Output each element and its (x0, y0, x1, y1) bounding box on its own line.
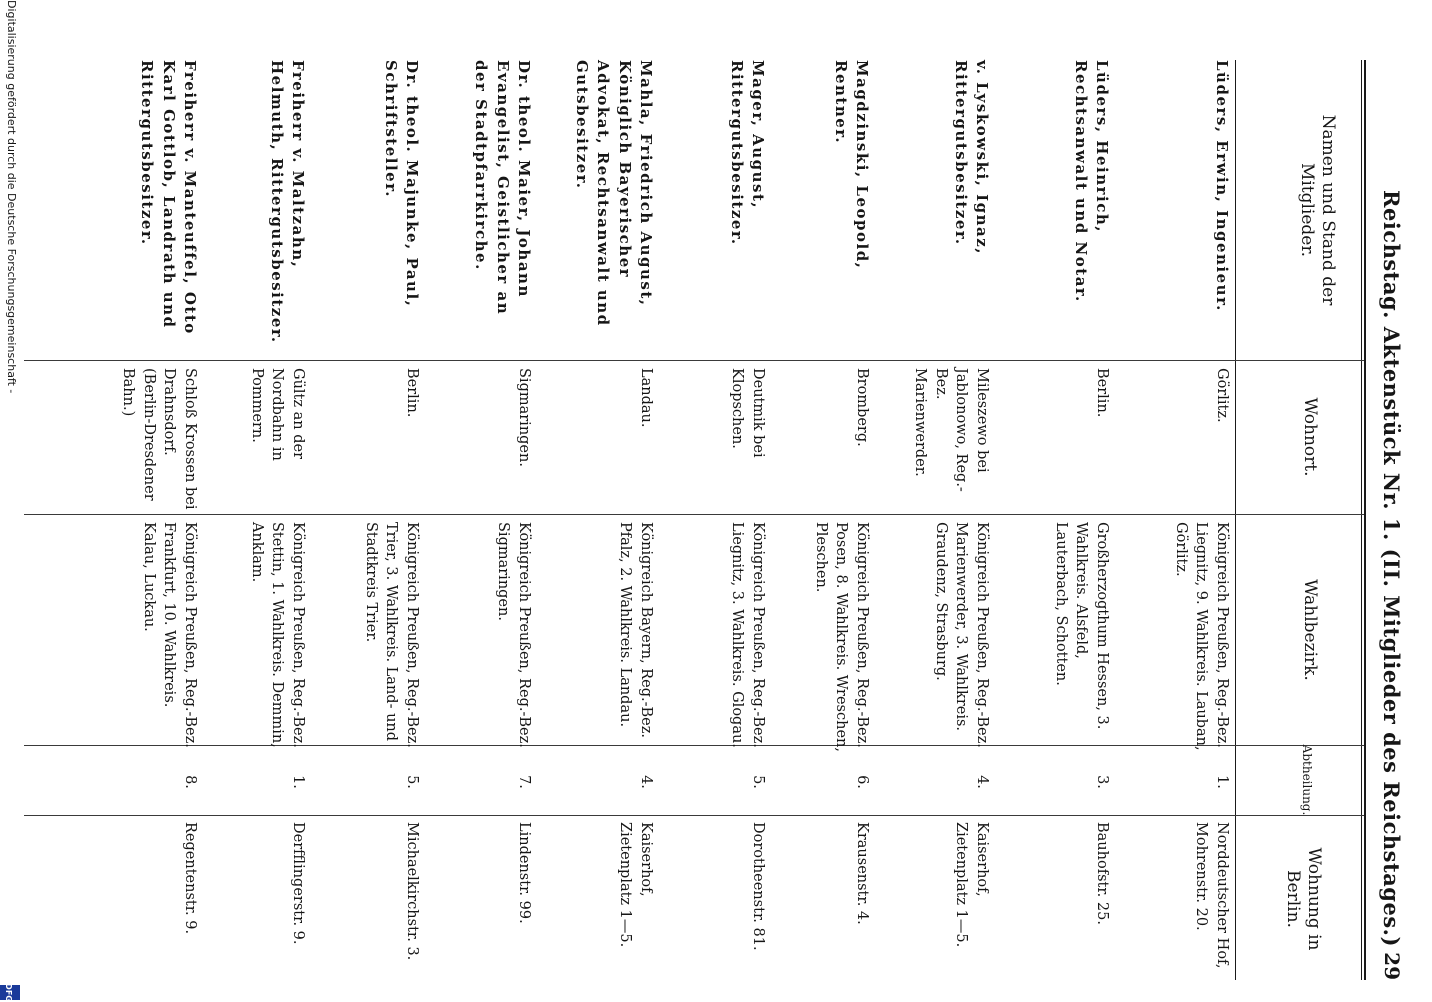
member-district: Königreich Preußen, Reg.-Bez. Posen, 8. Wahlkreis. Wreschen, Pleschen. (812, 522, 870, 752)
member-name: Freiherr v. Maltzahn, Helmuth, Rittergutsbesitzer. (267, 60, 307, 344)
member-residence: Schloß Krossen bei Drahnsdorf. (Berlin-Dresdener Bahn.) (120, 368, 198, 510)
member-name: Lüders, Erwin, Ingenieur. (1213, 60, 1231, 312)
column-separator (24, 360, 1364, 361)
member-residence: Bromberg. (854, 368, 870, 447)
member-name: v. Lyskowski, Ignaz, Rittergutsbesitzer. (951, 60, 991, 255)
member-residence: Görlitz. (1214, 368, 1230, 423)
member-residence: Mileszewo bei Jablonowo, Reg.-Bez. Marienwerder. (912, 368, 990, 492)
credit-text: Digitalisierung gefördert durch die Deutsche Forschungsgemeinschaft - (5, 0, 18, 394)
member-address: Lindenstr. 99. (516, 822, 532, 924)
member-division: 4. (638, 775, 654, 789)
member-residence: Gültz an der Nordbahn in Pommern. (248, 368, 306, 461)
column-head-division: Abtheilung. (1300, 744, 1314, 816)
member-division: 8. (182, 775, 198, 789)
member-division: 1. (290, 775, 306, 789)
member-name: Mager, August, Rittergutsbesitzer. (727, 60, 767, 246)
member-residence: Berlin. (404, 368, 420, 418)
page-number: 29 (1380, 952, 1404, 980)
member-division: 3. (1094, 775, 1110, 789)
member-name: Dr. theol. Maier, Johann Evangelist, Geistlicher an der Stadtpfarrkirche. (472, 60, 533, 316)
member-district: Königreich Preußen, Reg.-Bez. Liegnitz, 9. Wahlkreis. Lauban, Görlitz. (1172, 522, 1230, 751)
member-division: 5. (404, 775, 420, 789)
member-division: 1. (1214, 775, 1230, 789)
running-title: Reichstag. Aktenstück Nr. 1. (II. Mitglieder des Reichstages.) (1379, 190, 1404, 947)
member-name: Freiherr v. Manteuffel, Otto Karl Gottlob, Landrath und Rittergutsbesitzer. (138, 60, 199, 335)
member-name: Mahla, Friedrich August, Königlich Bayerischer Advokat, Rechtsanwalt und Gutsbesitzer. (573, 60, 655, 327)
member-district: Königreich Preußen, Reg.-Bez. Trier, 3. Wahlkreis. Land- und Stadtkreis Trier. (362, 522, 420, 748)
header-rule-thin (1361, 60, 1362, 980)
member-address: Norddeutscher Hof, Mohrenstr. 20. (1193, 822, 1230, 969)
member-district: Großherzogthum Hessen, 3. Wahlkreis. Alsfeld, Lauterbach, Schotten. (1052, 522, 1110, 730)
column-head-rule (1235, 60, 1236, 980)
member-address: Derfflingerstr. 9. (290, 822, 306, 945)
member-name: Dr. theol. Majunke, Paul, Schriftsteller. (381, 60, 421, 308)
page-header (1368, 40, 1408, 980)
member-address: Krausenstr. 4. (854, 822, 870, 925)
member-name: Lüders, Heinrich, Rechtsanwalt und Notar. (1071, 60, 1111, 303)
column-separator (24, 514, 1364, 515)
member-residence: Berlin. (1094, 368, 1110, 418)
member-district: Königreich Preußen, Reg.-Bez. Liegnitz, 3. Wahlkreis. Glogau. (729, 522, 766, 748)
member-address: Dorotheenstr. 81. (750, 822, 766, 951)
column-head-name: Namen und Stand der Mitglieder. (1296, 114, 1338, 306)
column-separator (24, 745, 1364, 746)
member-division: 6. (854, 775, 870, 789)
member-name: Magdzinski, Leopold, Rentner. (831, 60, 871, 270)
header-rule (1364, 60, 1366, 980)
member-division: 4. (974, 775, 990, 789)
column-head-residence: Wohnort. (1300, 397, 1320, 477)
member-address: Michaelkirchstr. 3. (404, 822, 420, 961)
column-head-district: Wahlbezirk. (1300, 579, 1320, 681)
member-division: 7. (516, 775, 532, 789)
member-address: Bauhofstr. 25. (1094, 822, 1110, 925)
member-district: Königreich Preußen, Reg.-Bez. Sigmaringen. (495, 522, 532, 748)
member-address: Kaiserhof, Zietenplatz 1—5. (617, 822, 654, 948)
column-head-address: Wohnung in Berlin. (1282, 847, 1324, 951)
member-address: Kaiserhof, Zietenplatz 1—5. (953, 822, 990, 948)
member-district: Königreich Preußen, Reg.-Bez. Frankfurt, 10. Wahlkreis. Kalau, Luckau. (140, 522, 198, 748)
member-residence: Deutmik bei Klopschen. (729, 368, 766, 458)
digitization-credit (0, 0, 20, 1000)
member-district: Königreich Preußen, Reg.-Bez. Stettin, 1. Wahlkreis. Demmin, Anklam. (248, 522, 306, 748)
member-residence: Landau. (638, 368, 654, 428)
member-district: Königreich Bayern, Reg.-Bez. Pfalz, 2. Wahlkreis. Landau. (617, 522, 654, 738)
dfg-logo: DFG (0, 985, 20, 1000)
column-separator (24, 815, 1364, 816)
member-division: 5. (750, 775, 766, 789)
member-address: Regentenstr. 9. (182, 822, 198, 935)
member-residence: Sigmaringen. (516, 368, 532, 467)
member-district: Königreich Preußen, Reg.-Bez. Marienwerder, 3. Wahlkreis. Graudenz, Strasburg. (932, 522, 990, 748)
